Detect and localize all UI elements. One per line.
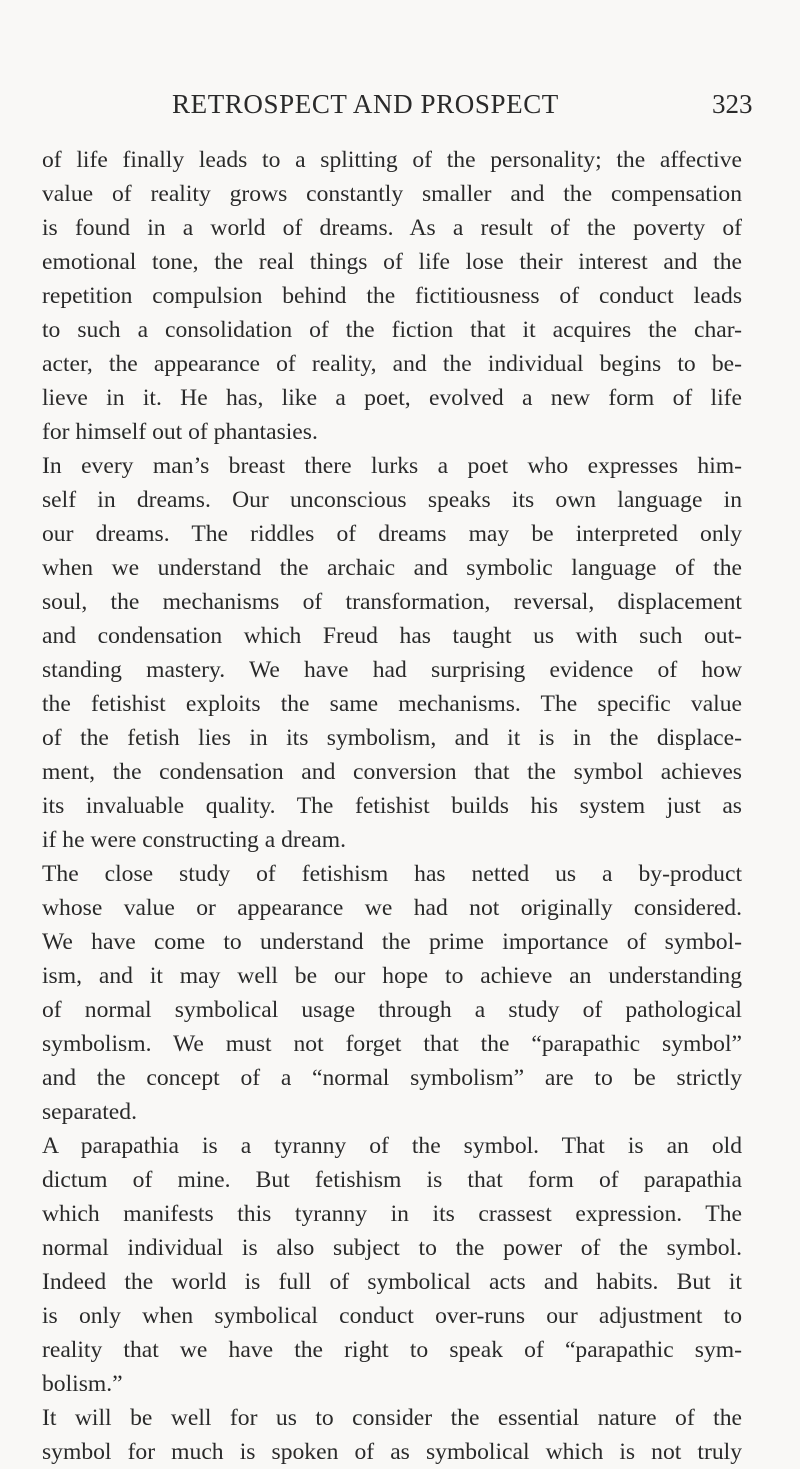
text-line: The close study of fetishism has netted us a by-product [42, 861, 742, 887]
text-line: and condensation which Freud has taught us with such out- [42, 623, 742, 649]
text-line: when we understand the archaic and symbolic language of the [42, 555, 742, 581]
text-line: our dreams. The riddles of dreams may be interpreted only [42, 521, 742, 547]
text-line: for himself out of phantasies. [42, 419, 318, 445]
text-line: lieve in it. He has, like a poet, evolved a new form of life [42, 385, 742, 411]
text-line: separated. [42, 1099, 137, 1125]
text-line: soul, the mechanisms of transformation, reversal, displacement [42, 589, 742, 615]
text-line: A parapathia is a tyranny of the symbol. That is an old [42, 1133, 742, 1159]
text-line: whose value or appearance we had not originally considered. [42, 895, 742, 921]
text-line: to such a consolidation of the fiction that it acquires the char- [42, 317, 742, 343]
text-line: We have come to understand the prime importance of symbol- [42, 929, 742, 955]
text-line: is only when symbolical conduct over-runs our adjustment to [42, 1303, 742, 1329]
text-line: of life finally leads to a splitting of the personality; the affective [42, 147, 742, 173]
text-line: its invaluable quality. The fetishist builds his system just as [42, 793, 742, 819]
text-line: if he were constructing a dream. [42, 827, 346, 853]
text-line: which manifests this tyranny in its crassest expression. The [42, 1201, 742, 1227]
text-line: emotional tone, the real things of life lose their interest and the [42, 249, 742, 275]
text-line: standing mastery. We have had surprising evidence of how [42, 657, 742, 683]
text-line: acter, the appearance of reality, and the individual begins to be- [42, 351, 742, 377]
page-header [0, 86, 800, 122]
text-line: symbol for much is spoken of as symbolical which is not truly [42, 1439, 742, 1465]
running-head: RETROSPECT AND PROSPECT [172, 89, 559, 119]
text-line: ment, the condensation and conversion that the symbol achieves [42, 759, 742, 785]
text-line: and the concept of a “normal symbolism” are to be strictly [42, 1065, 742, 1091]
text-line: dictum of mine. But fetishism is that form of parapathia [42, 1167, 742, 1193]
text-line: self in dreams. Our unconscious speaks its own language in [42, 487, 742, 513]
page-number: 323 [712, 89, 753, 119]
text-line: symbolism. We must not forget that the “parapathic symbol” [42, 1031, 742, 1057]
text-line: of the fetish lies in its symbolism, and it is in the displace- [42, 725, 742, 751]
body-text [42, 143, 742, 1469]
text-line: ism, and it may well be our hope to achieve an understanding [42, 963, 742, 989]
text-line: the fetishist exploits the same mechanisms. The specific value [42, 691, 742, 717]
text-line: normal individual is also subject to the power of the symbol. [42, 1235, 742, 1261]
text-line: reality that we have the right to speak of “parapathic sym- [42, 1337, 742, 1363]
text-line: Indeed the world is full of symbolical acts and habits. But it [42, 1269, 742, 1295]
text-line: repetition compulsion behind the fictitiousness of conduct leads [42, 283, 742, 309]
text-line: of normal symbolical usage through a study of pathological [42, 997, 742, 1023]
text-line: is found in a world of dreams. As a result of the poverty of [42, 215, 742, 241]
text-line: bolism.” [42, 1371, 123, 1397]
text-line: value of reality grows constantly smaller and the compensation [42, 181, 742, 207]
text-line: In every man’s breast there lurks a poet who expresses him- [42, 453, 742, 479]
text-line: It will be well for us to consider the essential nature of the [42, 1405, 742, 1431]
